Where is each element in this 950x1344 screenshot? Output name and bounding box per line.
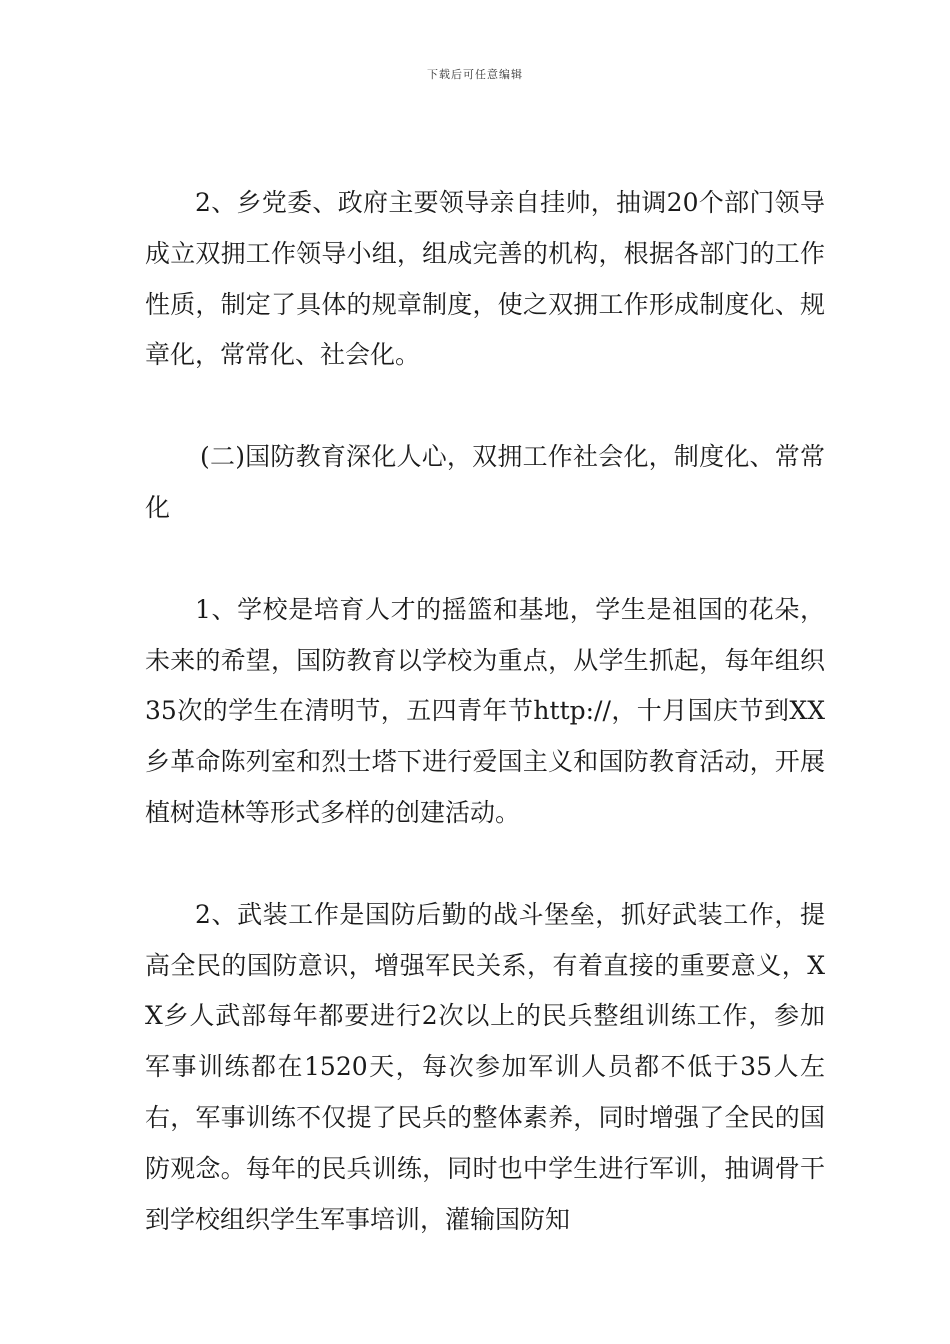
document-body (145, 178, 825, 1245)
section-heading-defense-education: (二)国防教育深化人心，双拥工作社会化，制度化、常常化 (145, 442, 825, 522)
page-header-note: 下载后可任意编辑 (427, 68, 523, 81)
paragraph-schools: 1、学校是培育人才的摇篮和基地，学生是祖国的花朵，未来的希望，国防教育以学校为重点，从学生抓起，每年组织35次的学生在清明节，五四青年节http://，十月国庆节到XX乡革命陈列室和烈士塔下进行爱国主义和国防教育活动，开展植树造林等形式多样的创建活动。 (145, 594, 825, 827)
paragraph-spacer (145, 381, 825, 432)
paragraph-spacer (145, 839, 825, 890)
paragraph-spacer (145, 534, 825, 585)
paragraph-armed-forces: 2、武装工作是国防后勤的战斗堡垒，抓好武装工作，提高全民的国防意识，增强军民关系，有着直接的重要意义，XX乡人武部每年都要进行2次以上的民兵整组训练工作，参加军事训练都在1520天，每次参加军训人员都不低于35人左右，军事训练不仅提了民兵的整体素养，同时增强了全民的国防观念。每年的民兵训练，同时也中学生进行军训，抽调骨干到学校组织学生军事培训，灌输国防知 (145, 899, 825, 1234)
paragraph-leadership: 2、乡党委、政府主要领导亲自挂帅，抽调20个部门领导成立双拥工作领导小组，组成完善的机构，根据各部门的工作性质，制定了具体的规章制度，使之双拥工作形成制度化、规章化，常常化、社会化。 (145, 188, 825, 370)
